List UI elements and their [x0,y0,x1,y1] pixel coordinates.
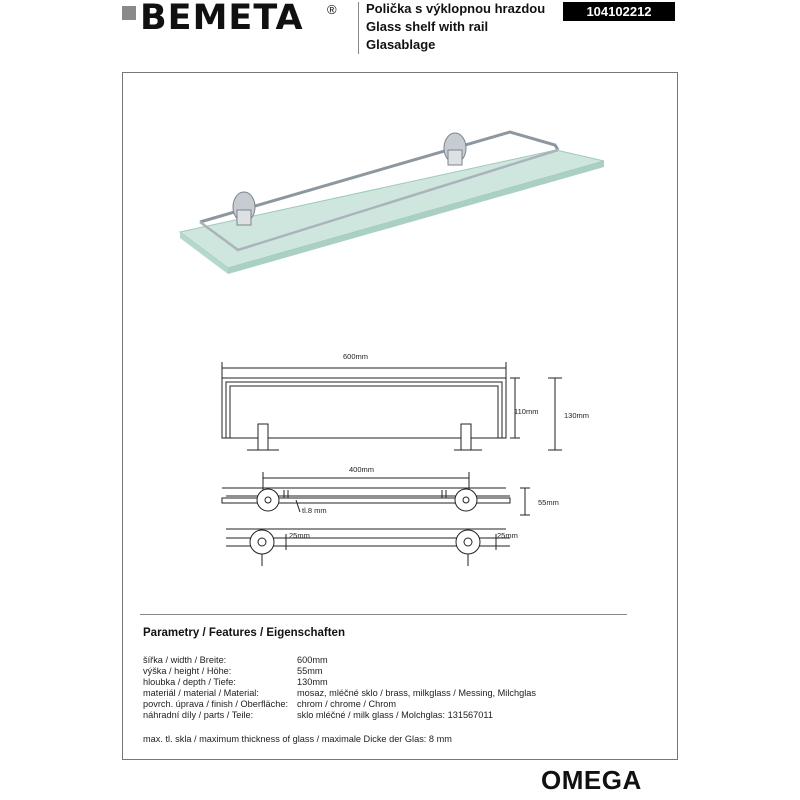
title-german: Glasablage [366,37,436,52]
title-czech: Polička s výklopnou hrazdou [366,1,546,16]
spec-label-depth: hloubka / depth / Tiefe: [143,677,236,687]
product-code: 104102212 [563,2,675,21]
dim-mount-spacing: 400mm [349,465,375,474]
spec-value-material: mosaz, mléčné sklo / brass, milkglass / Messing, Milchglas [297,688,536,698]
spec-value-finish: chrom / chrome / Chrom [297,699,397,709]
brand-logo: BEMETA [140,0,304,38]
glass-thickness-note: max. tl. skla / maximum thickness of glass / maximale Dicke der Glas: 8 mm [143,734,452,744]
registered-mark: ® [327,2,337,17]
spec-label-width: šířka / width / Breite: [143,655,227,665]
spec-label-finish: povrch. úprava / finish / Oberfläche: [143,699,289,709]
spec-value-width: 600mm [297,655,328,665]
spec-value-parts: sklo mléčné / milk glass / Molchglas: 131567011 [297,710,493,720]
side-view-drawing [222,472,530,515]
dim-flange-left: 25mm [289,531,310,540]
spec-label-height: výška / height / Höhe: [143,666,232,676]
features-title: Parametry / Features / Eigenschaften [143,627,345,639]
product-photo [180,132,604,274]
dim-width: 600mm [343,352,369,361]
spec-label-parts: náhradní díly / parts / Teile: [143,710,254,720]
front-view-drawing [226,529,510,566]
series-name: OMEGA [541,765,642,795]
spec-value-height: 55mm [297,666,323,676]
section-divider [140,614,627,615]
dim-glass-thickness: tl.8 mm [302,506,327,515]
spec-label-material: materiál / material / Material: [143,688,259,698]
spec-value-depth: 130mm [297,677,328,687]
dim-rail-height: 110mm [514,407,539,416]
top-view-drawing [222,362,562,450]
title-english: Glass shelf with rail [366,19,489,34]
dim-depth: 130mm [564,411,590,420]
dim-height: 55mm [538,498,559,507]
dim-flange-right: 25mm [497,531,518,540]
